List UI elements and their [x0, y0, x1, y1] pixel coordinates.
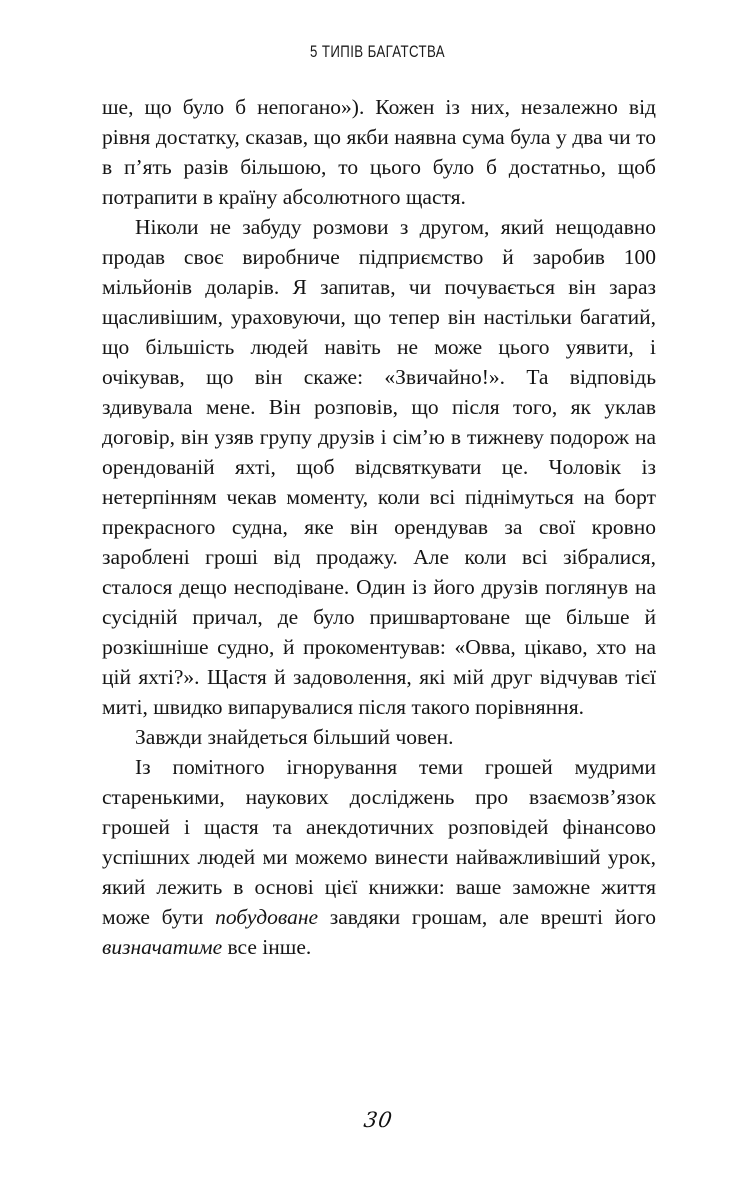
- text-run: Завжди знайдеться більший човен.: [135, 725, 454, 749]
- running-head: [0, 42, 756, 62]
- page-footer: [0, 1108, 756, 1132]
- paragraph: [102, 212, 656, 722]
- paragraph: [102, 92, 656, 212]
- paragraph: [102, 722, 656, 752]
- italic-text-run: побудоване: [215, 905, 319, 929]
- text-run: ше, що було б непогано»). Кожен із них, незалежно від рівня достатку, сказав, що якби наявна сума була у два чи то в п’ять разів більшою, то цього було б достатньо, щоб потрапити в країну абсолютного щастя.: [102, 95, 656, 209]
- text-run: Із помітного ігнорування теми грошей мудрими старенькими, наукових досліджень про взаємозв’язок грошей і щастя та анекдотичних розповідей фінансово успішних людей ми можемо винести найважливіший урок, який лежить в основі цієї книжки: ваше заможне життя може бути: [102, 755, 656, 929]
- text-run: Ніколи не забуду розмови з другом, який нещодавно продав своє виробниче підприємство й заробив 100 мільйонів доларів. Я запитав, чи почувається він зараз щасливішим, ураховуючи, що тепер він настільки багатий, що більшість людей навіть не може цього уявити, і очікував, що він скаже: «Звичайно!». Та відповідь здивувала мене. Він розповів, що після того, як уклав договір, він узяв групу друзів і сім’ю в тижневу подорож на орендованій яхті, щоб відсвяткувати це. Чоловік із нетерпінням чекав моменту, коли всі піднімуться на борт прекрасного судна, яке він орендував за свої кровно зароблені гроші від продажу. Але коли всі зібралися, сталося дещо несподіване. Один із його друзів поглянув на сусідній причал, де було пришвартоване ще більше й розкішніше судно, й прокоментував: «Овва, цікаво, хто на цій яхті?». Щастя й задоволення, які мій друг відчував тієї миті, швидко випарувалися після такого порівняння.: [102, 215, 656, 719]
- page-number: 30: [361, 1108, 395, 1132]
- chapter-title: 5 ТИПІВ БАГАТСТВА: [310, 42, 446, 61]
- body-text: [102, 92, 656, 962]
- paragraph: [102, 752, 656, 962]
- text-run: завдяки грошам, але врешті його: [318, 905, 656, 929]
- italic-text-run: визначатиме: [102, 935, 223, 959]
- text-run: все інше.: [222, 935, 312, 959]
